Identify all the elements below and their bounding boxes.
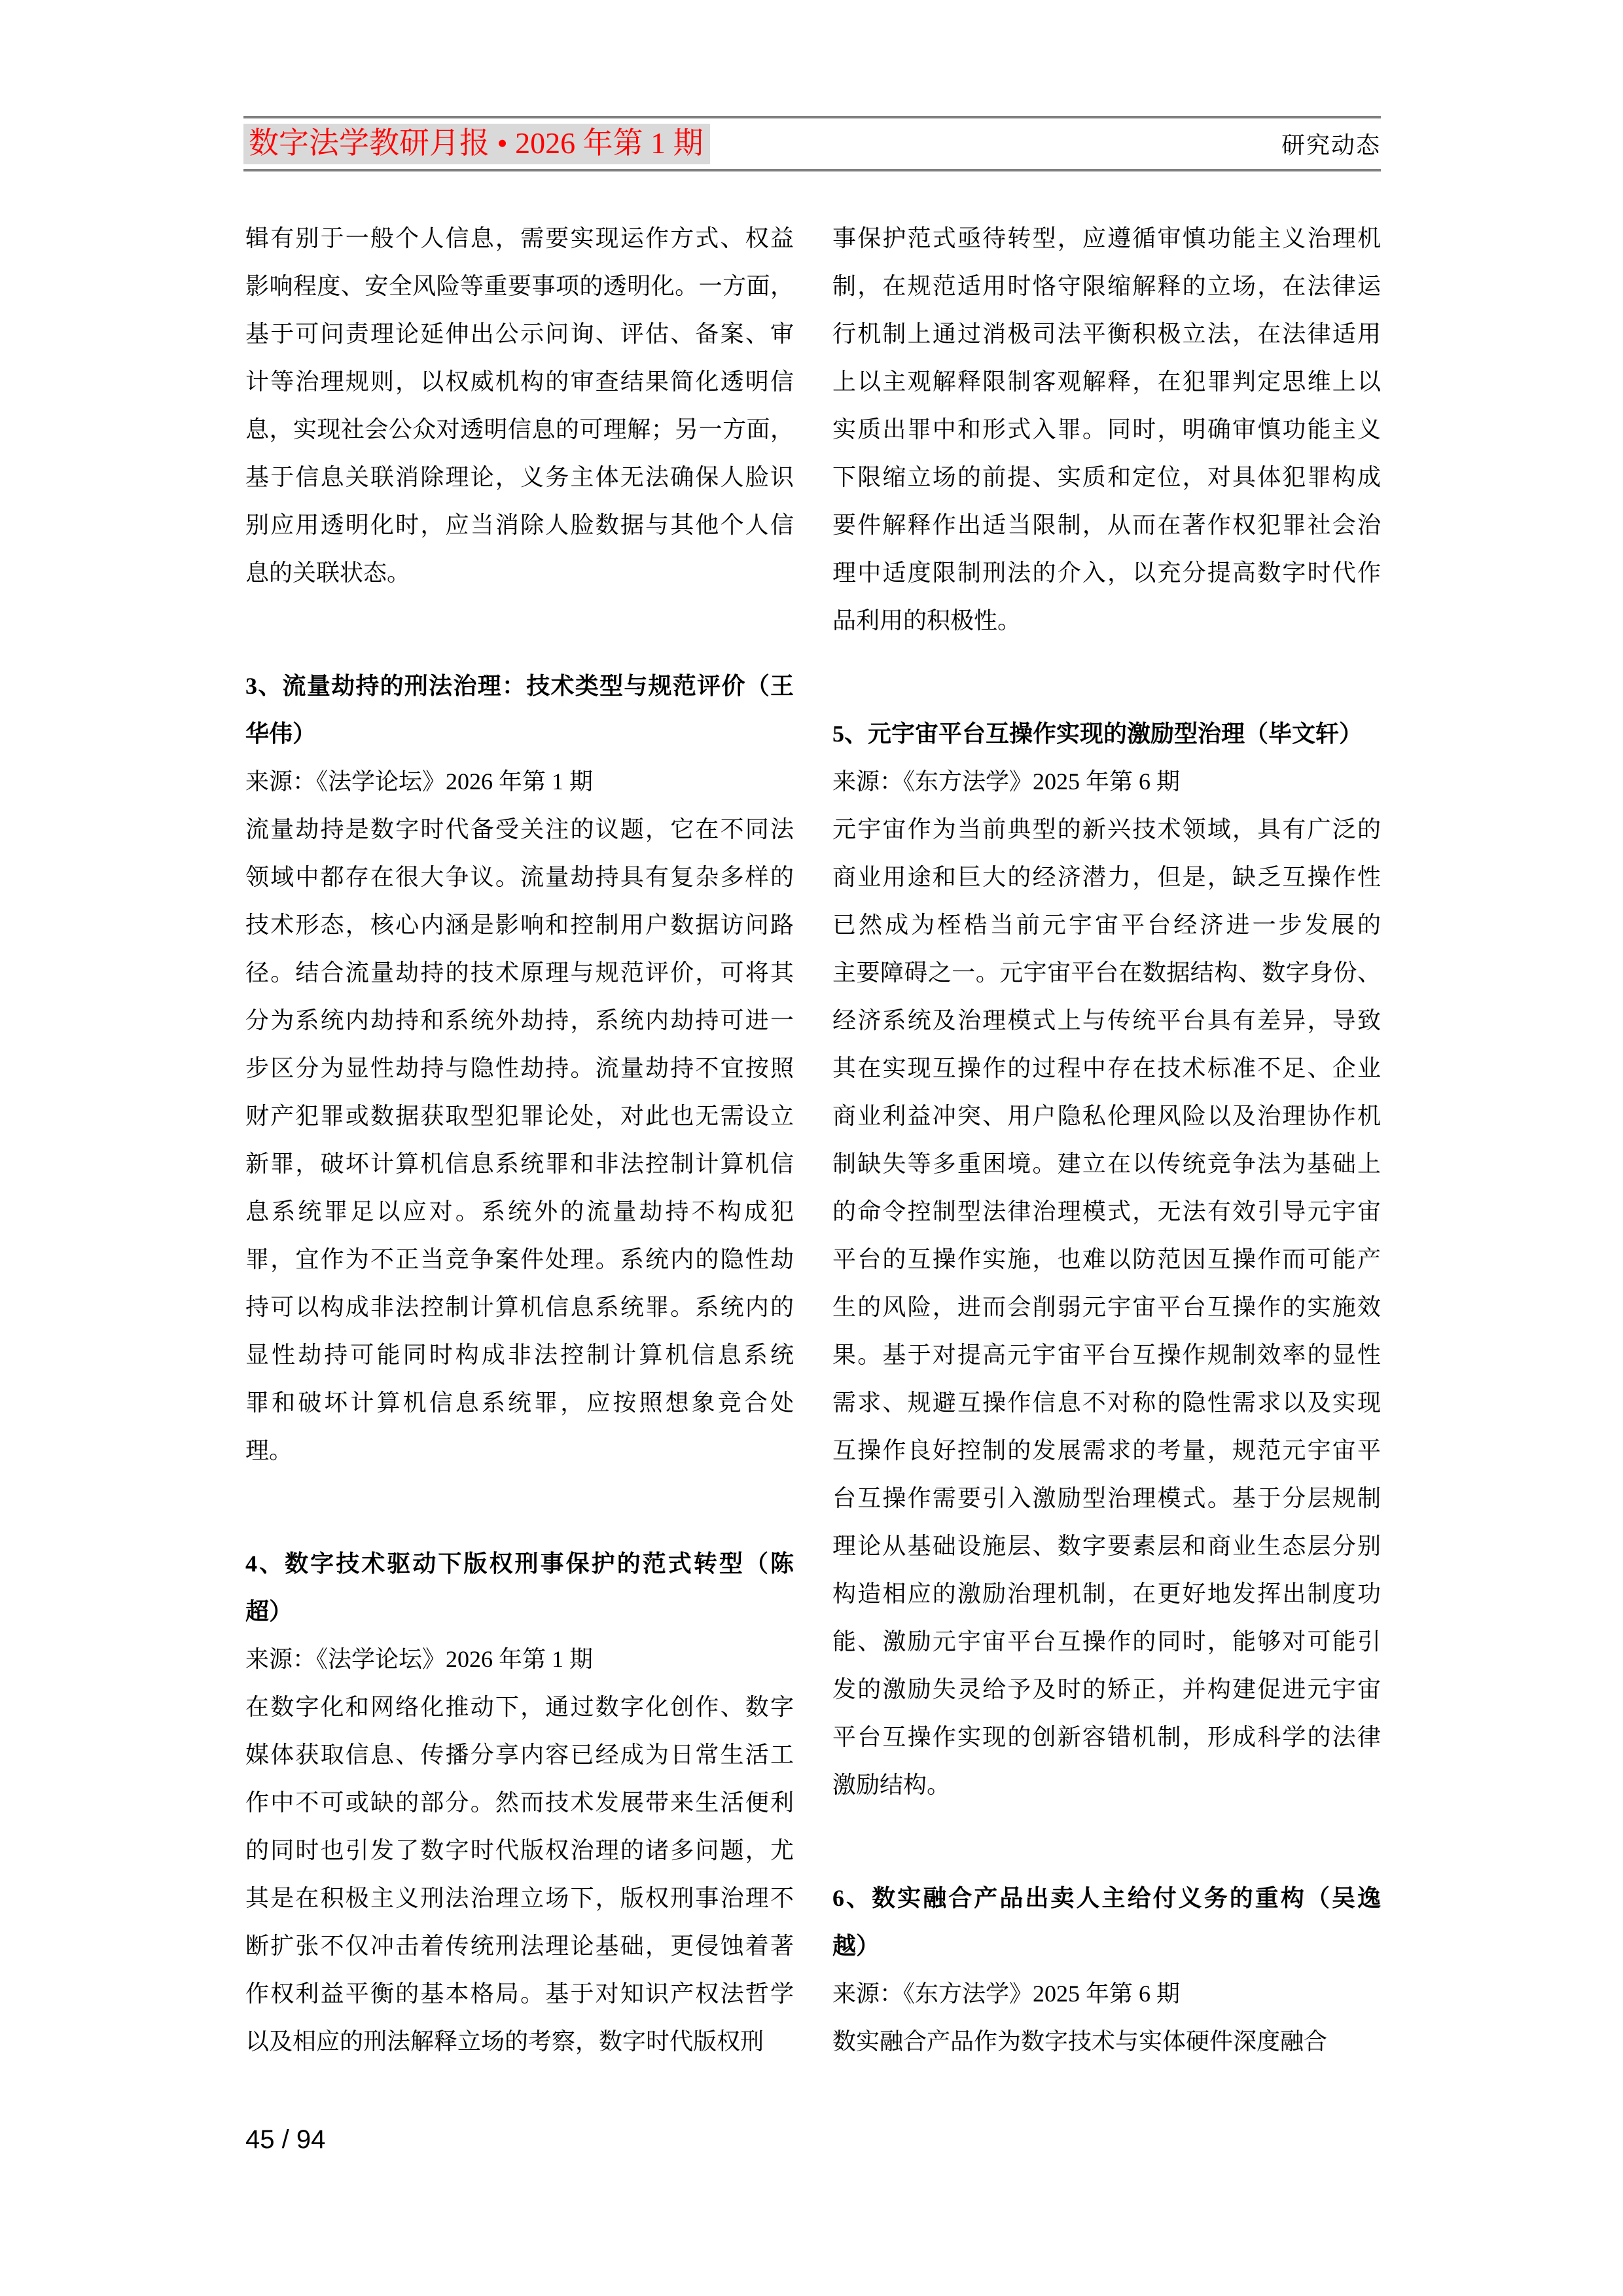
text-line: 息系统罪足以应对。系统外的流量劫持不构成犯 bbox=[245, 1198, 794, 1225]
text-line: 需求、规避互操作信息不对称的隐性需求以及实现 bbox=[832, 1390, 1381, 1416]
text-line: 其在实现互操作的过程中存在技术标准不足、企业 bbox=[832, 1055, 1381, 1081]
text-line: 实质出罪中和形式入罪。同时，明确审慎功能主义 bbox=[832, 416, 1381, 442]
text-line: 商业利益冲突、用户隐私伦理风险以及治理协作机 bbox=[832, 1103, 1381, 1129]
article-heading bbox=[832, 1874, 1381, 1970]
text-line: 作中不可或缺的部分。然而技术发展带来生活便利 bbox=[245, 1789, 794, 1816]
right-column bbox=[832, 215, 1381, 2066]
text-line: 在数字化和网络化推动下，通过数字化创作、数字 bbox=[245, 1694, 794, 1720]
text-line: 4、数字技术驱动下版权刑事保护的范式转型（陈 bbox=[245, 1551, 794, 1577]
abstract-paragraph bbox=[832, 2018, 1381, 2066]
text-line: 息，实现社会公众对透明信息的可理解；另一方面， bbox=[245, 416, 794, 442]
page-header bbox=[243, 116, 1381, 171]
text-line: 财产犯罪或数据获取型犯罪论处，对此也无需设立 bbox=[245, 1103, 794, 1129]
newsletter-title: 数字法学教研月报 • 2026 年第 1 期 bbox=[243, 124, 710, 164]
text-line: 3、流量劫持的刑法治理：技术类型与规范评价（王 bbox=[245, 673, 794, 699]
text-line: 果。基于对提高元宇宙平台互操作规制效率的显性 bbox=[832, 1342, 1381, 1368]
text-line: 来源：《法学论坛》2026 年第 1 期 bbox=[245, 1646, 594, 1672]
text-line: 互操作良好控制的发展需求的考量，规范元宇宙平 bbox=[832, 1437, 1381, 1463]
text-line: 别应用透明化时，应当消除人脸数据与其他个人信 bbox=[245, 512, 794, 538]
text-line: 技术形态，核心内涵是影响和控制用户数据访问路 bbox=[245, 912, 794, 938]
text-line: 6、数实融合产品出卖人主给付义务的重构（吴逸 bbox=[832, 1885, 1381, 1911]
text-line: 上以主观解释限制客观解释，在犯罪判定思维上以 bbox=[832, 368, 1381, 395]
text-line: 构造相应的激励治理机制，在更好地发挥出制度功 bbox=[832, 1581, 1381, 1607]
header-section-label: 研究动态 bbox=[1281, 132, 1381, 158]
text-line: 作权利益平衡的基本格局。基于对知识产权法哲学 bbox=[245, 1981, 794, 2007]
abstract-paragraph bbox=[832, 215, 1381, 645]
text-line: 华伟） bbox=[245, 721, 317, 747]
text-line: 商业用途和巨大的经济潜力，但是，缺乏互操作性 bbox=[832, 864, 1381, 890]
article-heading bbox=[245, 662, 794, 758]
text-line: 理中适度限制刑法的介入，以充分提高数字时代作 bbox=[832, 560, 1381, 586]
text-line: 能、激励元宇宙平台互操作的同时，能够对可能引 bbox=[832, 1628, 1381, 1655]
abstract-paragraph bbox=[245, 215, 794, 597]
text-line: 基于信息关联消除理论，义务主体无法确保人脸识 bbox=[245, 464, 794, 490]
text-line: 理。 bbox=[245, 1437, 293, 1463]
text-line: 步区分为显性劫持与隐性劫持。流量劫持不宜按照 bbox=[245, 1055, 794, 1081]
text-line: 理论从基础设施层、数字要素层和商业生态层分别 bbox=[832, 1533, 1381, 1559]
text-line: 径。结合流量劫持的技术原理与规范评价，可将其 bbox=[245, 960, 794, 986]
text-line: 制，在规范适用时恪守限缩解释的立场，在法律运 bbox=[832, 273, 1381, 299]
text-line: 辑有别于一般个人信息，需要实现运作方式、权益 bbox=[245, 225, 794, 251]
text-line: 行机制上通过消极司法平衡积极立法，在法律适用 bbox=[832, 321, 1381, 347]
article-source-line bbox=[832, 758, 1381, 806]
left-column bbox=[245, 215, 794, 2066]
text-line: 息的关联状态。 bbox=[245, 560, 411, 586]
article-source-line bbox=[832, 1970, 1381, 2018]
text-line: 5、元宇宙平台互操作实现的激励型治理（毕文轩） bbox=[832, 721, 1363, 747]
text-line: 来源：《东方法学》2025 年第 6 期 bbox=[832, 768, 1181, 795]
text-line: 基于可问责理论延伸出公示问询、评估、备案、审 bbox=[245, 321, 794, 347]
text-line: 影响程度、安全风险等重要事项的透明化。一方面， bbox=[245, 273, 794, 299]
text-line: 以及相应的刑法解释立场的考察，数字时代版权刑 bbox=[245, 2028, 764, 2054]
text-line: 媒体获取信息、传播分享内容已经成为日常生活工 bbox=[245, 1742, 794, 1768]
article-source-line bbox=[245, 758, 794, 806]
text-line: 主要障碍之一。元宇宙平台在数据结构、数字身份、 bbox=[832, 960, 1381, 986]
abstract-paragraph bbox=[245, 806, 794, 1475]
text-line: 分为系统内劫持和系统外劫持，系统内劫持可进一 bbox=[245, 1007, 794, 1033]
text-line: 已然成为桎梏当前元宇宙平台经济进一步发展的 bbox=[832, 912, 1381, 938]
text-line: 品利用的积极性。 bbox=[832, 607, 1022, 634]
text-line: 其是在积极主义刑法治理立场下，版权刑事治理不 bbox=[245, 1885, 794, 1911]
text-line: 要件解释作出适当限制，从而在著作权犯罪社会治 bbox=[832, 512, 1381, 538]
text-line: 事保护范式亟待转型，应遵循审慎功能主义治理机 bbox=[832, 225, 1381, 251]
text-line: 超） bbox=[245, 1598, 293, 1624]
abstract-paragraph bbox=[832, 806, 1381, 1809]
text-line: 平台的互操作实施，也难以防范因互操作而可能产 bbox=[832, 1246, 1381, 1272]
text-line: 断扩张不仅冲击着传统刑法理论基础，更侵蚀着著 bbox=[245, 1933, 794, 1959]
abstract-paragraph bbox=[245, 1683, 794, 2066]
text-line: 下限缩立场的前提、实质和定位，对具体犯罪构成 bbox=[832, 464, 1381, 490]
text-line: 显性劫持可能同时构成非法控制计算机信息系统 bbox=[245, 1342, 794, 1368]
text-line: 经济系统及治理模式上与传统平台具有差异，导致 bbox=[832, 1007, 1381, 1033]
text-line: 元宇宙作为当前典型的新兴技术领域，具有广泛的 bbox=[832, 816, 1381, 842]
text-line: 越） bbox=[832, 1933, 880, 1959]
text-line: 罪和破坏计算机信息系统罪，应按照想象竞合处 bbox=[245, 1390, 794, 1416]
text-line: 生的风险，进而会削弱元宇宙平台互操作的实施效 bbox=[832, 1294, 1381, 1320]
text-line: 发的激励失灵给予及时的矫正，并构建促进元宇宙 bbox=[832, 1676, 1381, 1702]
text-line: 的命令控制型法律治理模式，无法有效引导元宇宙 bbox=[832, 1198, 1381, 1225]
text-line: 的同时也引发了数字时代版权治理的诸多问题，尤 bbox=[245, 1837, 794, 1863]
text-line: 来源：《法学论坛》2026 年第 1 期 bbox=[245, 768, 594, 795]
text-line: 领域中都存在很大争议。流量劫持具有复杂多样的 bbox=[245, 864, 794, 890]
text-line: 平台互操作实现的创新容错机制，形成科学的法律 bbox=[832, 1724, 1381, 1750]
article-heading bbox=[832, 710, 1381, 758]
text-line: 罪，宜作为不正当竞争案件处理。系统内的隐性劫 bbox=[245, 1246, 794, 1272]
text-line: 流量劫持是数字时代备受关注的议题，它在不同法 bbox=[245, 816, 794, 842]
footer-page-number: 45 / 94 bbox=[245, 2125, 326, 2154]
text-line: 制缺失等多重困境。建立在以传统竞争法为基础上 bbox=[832, 1151, 1381, 1177]
text-line: 数实融合产品作为数字技术与实体硬件深度融合 bbox=[832, 2028, 1328, 2054]
article-source-line bbox=[245, 1636, 794, 1683]
text-line: 计等治理规则，以权威机构的审查结果简化透明信 bbox=[245, 368, 794, 395]
text-line: 持可以构成非法控制计算机信息系统罪。系统内的 bbox=[245, 1294, 794, 1320]
text-line: 新罪，破坏计算机信息系统罪和非法控制计算机信 bbox=[245, 1151, 794, 1177]
text-line: 台互操作需要引入激励型治理模式。基于分层规制 bbox=[832, 1485, 1381, 1511]
text-line: 激励结构。 bbox=[832, 1772, 951, 1798]
text-line: 来源：《东方法学》2025 年第 6 期 bbox=[832, 1981, 1181, 2007]
article-heading bbox=[245, 1540, 794, 1636]
